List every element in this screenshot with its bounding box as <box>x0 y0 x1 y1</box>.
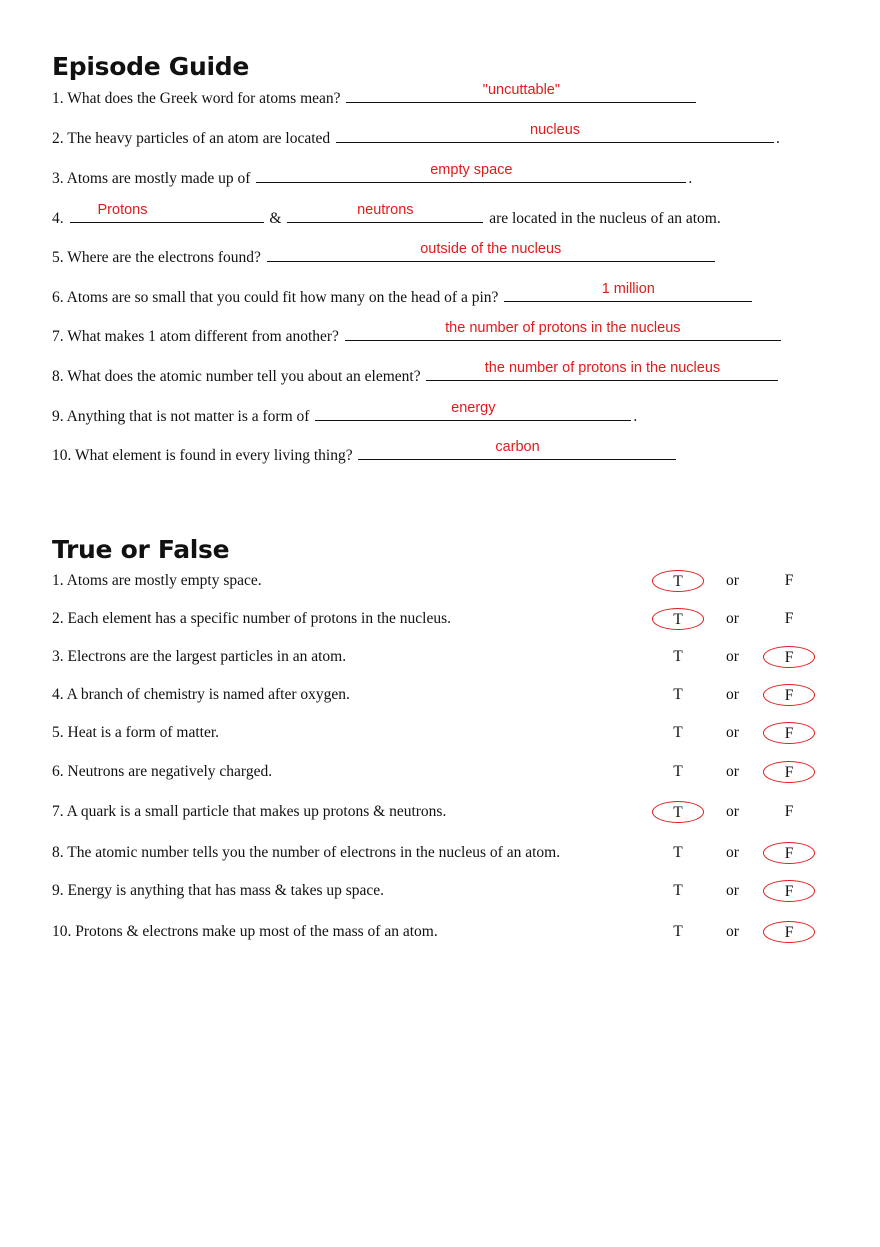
answer-blank[interactable] <box>346 82 696 103</box>
tf-option-false[interactable]: F <box>784 803 794 820</box>
question-9 <box>52 400 638 427</box>
tf-statement: 1. Atoms are mostly empty space. <box>52 572 262 589</box>
answer-blank[interactable] <box>315 400 631 421</box>
tf-option-true[interactable]: T <box>673 686 683 703</box>
question-5 <box>52 241 717 268</box>
tf-statement: 3. Electrons are the largest particles in an atom. <box>52 648 347 665</box>
question-text: 9. Anything that is not matter is a form of <box>52 408 310 425</box>
question-text: 1. What does the Greek word for atoms mean? <box>52 90 341 107</box>
answer-text: the number of protons in the nucleus <box>484 360 721 376</box>
question-2 <box>52 122 780 149</box>
question-8 <box>52 360 780 387</box>
tf-statement: 5. Heat is a form of matter. <box>52 724 220 741</box>
answer-text: "uncuttable" <box>482 82 561 98</box>
tf-option-true[interactable]: T <box>673 923 683 940</box>
answer-text: empty space <box>430 162 513 178</box>
answer-text: outside of the nucleus <box>420 241 562 257</box>
question-4 <box>52 202 721 229</box>
tf-or-label: or <box>726 763 739 780</box>
answer-blank[interactable] <box>256 162 686 183</box>
answer-text: 1 million <box>601 281 655 297</box>
tf-option-false[interactable]: F <box>763 722 815 744</box>
question-suffix: . <box>688 170 693 187</box>
tf-or-label: or <box>726 686 739 703</box>
tf-or-label: or <box>726 610 739 627</box>
true-false-heading: True or False <box>52 535 230 564</box>
tf-option-true[interactable]: T <box>652 801 704 823</box>
tf-option-true[interactable]: T <box>673 763 683 780</box>
answer-blank[interactable] <box>336 122 774 143</box>
tf-option-false[interactable]: F <box>763 921 815 943</box>
episode-guide-heading: Episode Guide <box>52 52 249 81</box>
answer-text: nucleus <box>530 122 581 138</box>
question-text: are located in the nucleus of an atom. <box>489 210 721 227</box>
question-7 <box>52 320 783 347</box>
question-1 <box>52 82 698 109</box>
question-text: 5. Where are the electrons found? <box>52 249 261 266</box>
answer-text: Protons <box>97 202 148 218</box>
tf-option-true[interactable]: T <box>673 648 683 665</box>
tf-option-true[interactable]: T <box>652 570 704 592</box>
tf-statement: 4. A branch of chemistry is named after oxygen. <box>52 686 350 703</box>
tf-option-false[interactable]: F <box>763 842 815 864</box>
tf-or-label: or <box>726 803 739 820</box>
tf-statement: 9. Energy is anything that has mass & takes up space. <box>52 882 385 899</box>
tf-option-true[interactable]: T <box>673 724 683 741</box>
tf-statement: 10. Protons & electrons make up most of the mass of an atom. <box>52 923 438 940</box>
answer-blank[interactable] <box>426 360 778 381</box>
answer-text: energy <box>451 400 496 416</box>
question-10 <box>52 439 678 466</box>
answer-blank[interactable] <box>504 281 752 302</box>
question-text: 2. The heavy particles of an atom are located <box>52 130 331 147</box>
tf-statement: 7. A quark is a small particle that makes up protons & neutrons. <box>52 803 447 820</box>
tf-or-label: or <box>726 572 739 589</box>
question-suffix: . <box>633 408 638 425</box>
answer-blank[interactable] <box>267 241 715 262</box>
question-text: 6. Atoms are so small that you could fit how many on the head of a pin? <box>52 289 499 306</box>
tf-or-label: or <box>726 724 739 741</box>
tf-or-label: or <box>726 882 739 899</box>
tf-or-label: or <box>726 923 739 940</box>
tf-option-true[interactable]: T <box>673 844 683 861</box>
tf-or-label: or <box>726 648 739 665</box>
tf-option-false[interactable]: F <box>763 646 815 668</box>
tf-option-false[interactable]: F <box>784 572 794 589</box>
question-text: 10. What element is found in every living thing? <box>52 447 353 464</box>
answer-blank-2[interactable] <box>287 202 483 223</box>
tf-option-true[interactable]: T <box>652 608 704 630</box>
tf-option-false[interactable]: F <box>784 610 794 627</box>
question-text: 7. What makes 1 atom different from another? <box>52 328 339 345</box>
answer-blank-1[interactable] <box>70 202 264 223</box>
question-suffix: . <box>776 130 780 147</box>
question-6 <box>52 281 754 308</box>
question-number: 4. <box>52 210 64 227</box>
ampersand: & <box>269 210 282 227</box>
tf-option-false[interactable]: F <box>763 880 815 902</box>
answer-blank[interactable] <box>358 439 676 460</box>
tf-option-false[interactable]: F <box>763 684 815 706</box>
tf-or-label: or <box>726 844 739 861</box>
answer-text: neutrons <box>357 202 414 218</box>
answer-blank[interactable] <box>345 320 781 341</box>
answer-text: the number of protons in the nucleus <box>445 320 681 336</box>
tf-statement: 2. Each element has a specific number of protons in the nucleus. <box>52 610 451 627</box>
tf-statement: 8. The atomic number tells you the number of electrons in the nucleus of an atom. <box>52 844 561 861</box>
question-3 <box>52 162 693 189</box>
answer-text: carbon <box>495 439 540 455</box>
tf-statement: 6. Neutrons are negatively charged. <box>52 763 273 780</box>
tf-option-false[interactable]: F <box>763 761 815 783</box>
tf-option-true[interactable]: T <box>673 882 683 899</box>
question-text: 8. What does the atomic number tell you about an element? <box>52 368 421 385</box>
question-text: 3. Atoms are mostly made up of <box>52 170 251 187</box>
